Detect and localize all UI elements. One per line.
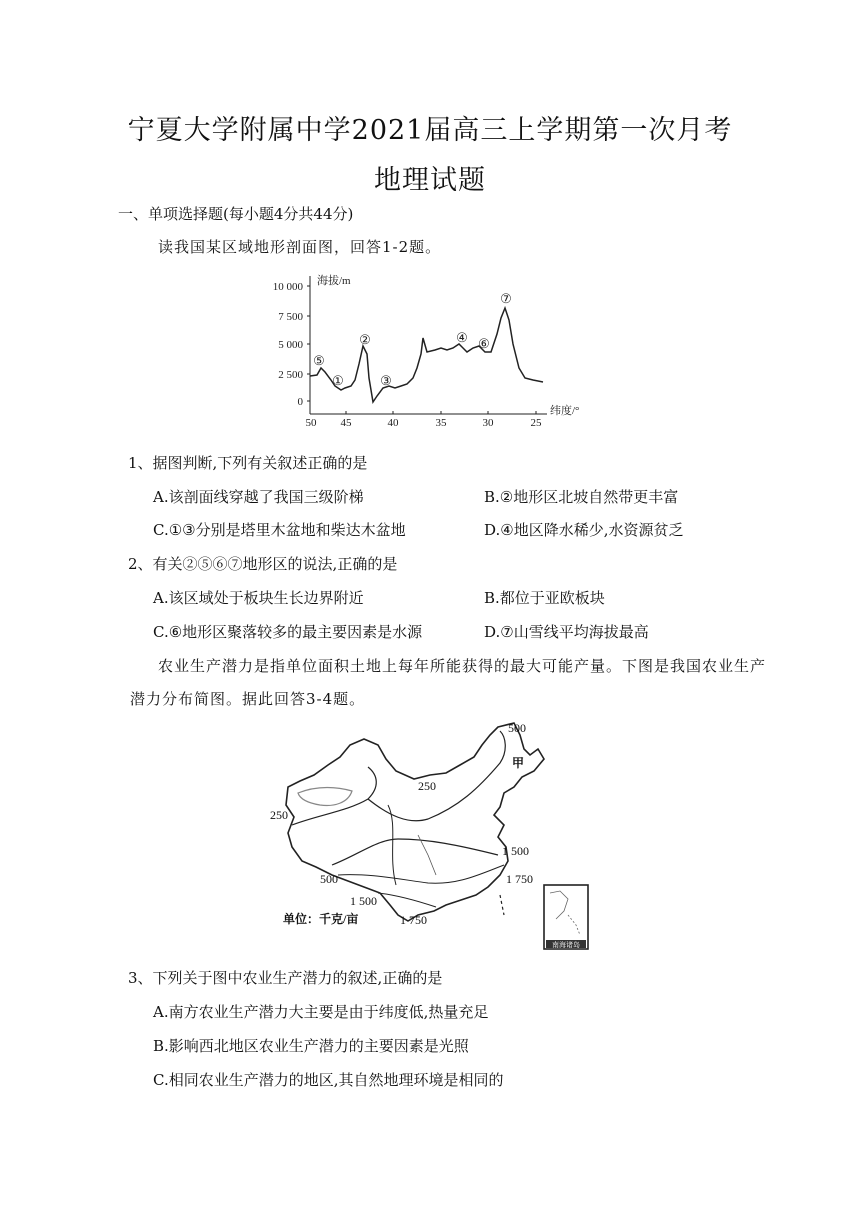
marker-3: ③	[380, 373, 392, 388]
marker-5: ⑤	[313, 353, 325, 368]
q2-option-c: C.⑥地形区聚落较多的最主要因素是水源	[153, 623, 423, 641]
xtick-45: 45	[340, 417, 352, 429]
south-china-sea-inset	[544, 885, 588, 949]
q1-option-d: D.④地区降水稀少,水资源贫乏	[484, 521, 684, 539]
china-agri-potential-map	[268, 715, 598, 955]
terrain-profile-chart	[255, 268, 580, 438]
map-unit: 单位：千克/亩	[283, 912, 359, 926]
inset-label: 南海诸岛	[552, 941, 580, 949]
map-label-1750-south: 1 750	[400, 913, 427, 927]
title-line-2: 地理试题	[374, 165, 486, 196]
section-heading: 一、单项选择题(每小题4分共44分)	[118, 205, 354, 223]
map-label-1750-east: 1 750	[506, 872, 533, 886]
marker-7: ⑦	[500, 291, 512, 306]
q3-option-c: C.相同农业生产潜力的地区,其自然地理环境是相同的	[153, 1071, 504, 1089]
map-label-500-south: 500	[320, 872, 338, 886]
title-line-1: 宁夏大学附属中学2021届高三上学期第一次月考	[127, 115, 733, 146]
q1-stem: 1、据图判断,下列有关叙述正确的是	[128, 454, 368, 472]
q3-stem: 3、下列关于图中农业生产潜力的叙述,正确的是	[128, 969, 443, 987]
xtick-50: 50	[305, 417, 317, 429]
ytick-5000: 5 000	[278, 339, 303, 351]
q2-option-a: A.该区域处于板块生长边界附近	[153, 589, 364, 607]
q2-stem: 2、有关②⑤⑥⑦地形区的说法,正确的是	[128, 555, 398, 573]
q1-option-c: C.①③分别是塔里木盆地和柴达木盆地	[153, 521, 406, 539]
map-label-1500-east: 1 500	[502, 844, 529, 858]
q2-option-d: D.⑦山雪线平均海拔最高	[484, 623, 649, 641]
q3-option-a: A.南方农业生产潜力大主要是由于纬度低,热量充足	[153, 1003, 489, 1021]
intro-q3-4-line2: 潜力分布简图。据此回答3-4题。	[130, 690, 366, 708]
xtick-35: 35	[435, 417, 447, 429]
ytick-0: 0	[297, 396, 303, 408]
q2-option-b: B.都位于亚欧板块	[484, 589, 605, 607]
map-label-jia: 甲	[512, 756, 525, 770]
q1-option-b: B.②地形区北坡自然带更丰富	[484, 488, 679, 506]
marker-6: ⑥	[478, 336, 490, 351]
intro-q3-4-line1: 农业生产潜力是指单位面积土地上每年所能获得的最大可能产量。下图是我国农业生产	[158, 657, 767, 675]
marker-2: ②	[359, 332, 371, 347]
ytick-2500: 2 500	[278, 369, 303, 381]
map-label-250-west: 250	[270, 808, 288, 822]
ytick-7500: 7 500	[278, 311, 303, 323]
xtick-40: 40	[387, 417, 399, 429]
intro-q1-2: 读我国某区域地形剖面图，回答1-2题。	[158, 238, 442, 256]
map-label-500-top: 500	[508, 721, 526, 735]
profile-line	[310, 308, 543, 402]
xtick-30: 30	[482, 417, 494, 429]
q1-option-a: A.该剖面线穿越了我国三级阶梯	[153, 488, 364, 506]
china-outline	[286, 723, 544, 921]
xtick-25: 25	[530, 417, 542, 429]
marker-4: ④	[456, 330, 468, 345]
q3-option-b: B.影响西北地区农业生产潜力的主要因素是光照	[153, 1037, 469, 1055]
map-label-1500-south: 1 500	[350, 894, 377, 908]
profile-xlabel: 纬度/°	[550, 405, 580, 417]
map-label-250-center: 250	[418, 779, 436, 793]
ytick-10000: 10 000	[272, 281, 303, 293]
profile-ylabel: 海拔/m	[317, 275, 351, 287]
marker-1: ①	[332, 373, 344, 388]
